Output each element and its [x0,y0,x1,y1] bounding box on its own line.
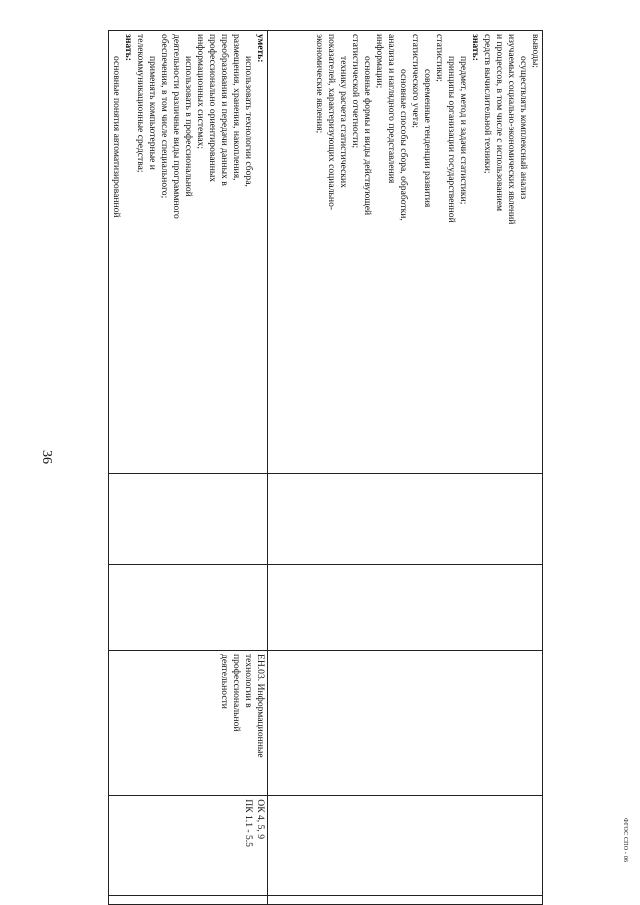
text-line: технику расчета статистических [338,56,349,188]
text-line: использовать в профессиональной [183,56,194,197]
text-line: телекоммуникационные средства; [135,34,146,173]
text-line: информационных системах; [195,34,206,149]
empty-cell [268,650,543,795]
text-line: основные способы сбора, обработки, [398,69,409,221]
discipline-cell [109,650,268,795]
text-line: осуществлять комплексный анализ [518,56,529,200]
text-line: средств вычислительной техники; [482,34,493,174]
text-line: уметь: [255,34,266,63]
footer-label: ФГОС СПО - 06 [622,818,628,863]
text-line: экономические явления; [314,34,325,134]
text-line: деятельности [219,653,230,709]
text-line: профессиональной [231,653,242,732]
table-row [109,31,268,905]
text-line: основные понятия автоматизированной [111,56,122,218]
text-line: и процессов, в том числе с использованием [494,34,505,212]
text-line: современные тенденции развития [422,69,433,208]
text-line: показателей, характеризующих социально- [326,34,337,211]
text-line: статистической отчетности; [350,34,361,149]
text-line: технологии в [243,653,254,708]
text-line: статистического учета; [410,34,421,129]
text-line: ПК 1.1 - 5.5 [243,799,254,847]
text-line: ЕН.03. Информационные [255,653,266,758]
table-row [268,31,543,905]
text-line: знать: [470,34,481,61]
empty-cell [268,564,543,650]
text-line: статистики; [434,34,445,82]
competency-table [108,30,543,905]
requirements-text [110,34,266,470]
text-line: предмет, метод и задачи статистики; [458,56,469,205]
text-line: преобразования и передачи данных в [219,34,230,186]
empty-cell [109,564,268,650]
text-line: изучаемых социально-экономических явлений [506,34,517,225]
text-line: использовать технологии сбора, [243,56,254,187]
text-line: принципы организации государственной [446,56,457,223]
text-line: основные формы и виды действующей [362,56,373,216]
requirements-text [313,34,541,470]
text-line: обеспечения, в том числе специального; [159,34,170,199]
empty-cell [109,473,268,564]
text-line: знать: [123,34,134,61]
empty-cell [268,896,543,905]
discipline-text [218,654,266,792]
competence-codes [242,799,266,892]
competence-cell [109,796,268,896]
text-line: ОК 4, 5, 9 [255,799,266,839]
text-line: размещения, хранения, накопления, [231,34,242,181]
requirements-cell [268,31,543,474]
text-line: деятельности различные виды программного [171,34,182,219]
empty-cell [268,473,543,564]
page-number: 36 [39,450,54,464]
text-line: выводы; [530,34,541,68]
empty-cell [109,896,268,905]
text-line: анализа и наглядного представления [386,34,397,184]
text-line: профессионально ориентированных [207,34,218,183]
requirements-cell [109,31,268,474]
text-line: информации; [374,34,385,89]
empty-cell [268,796,543,896]
text-line: применять компьютерные и [147,56,158,170]
